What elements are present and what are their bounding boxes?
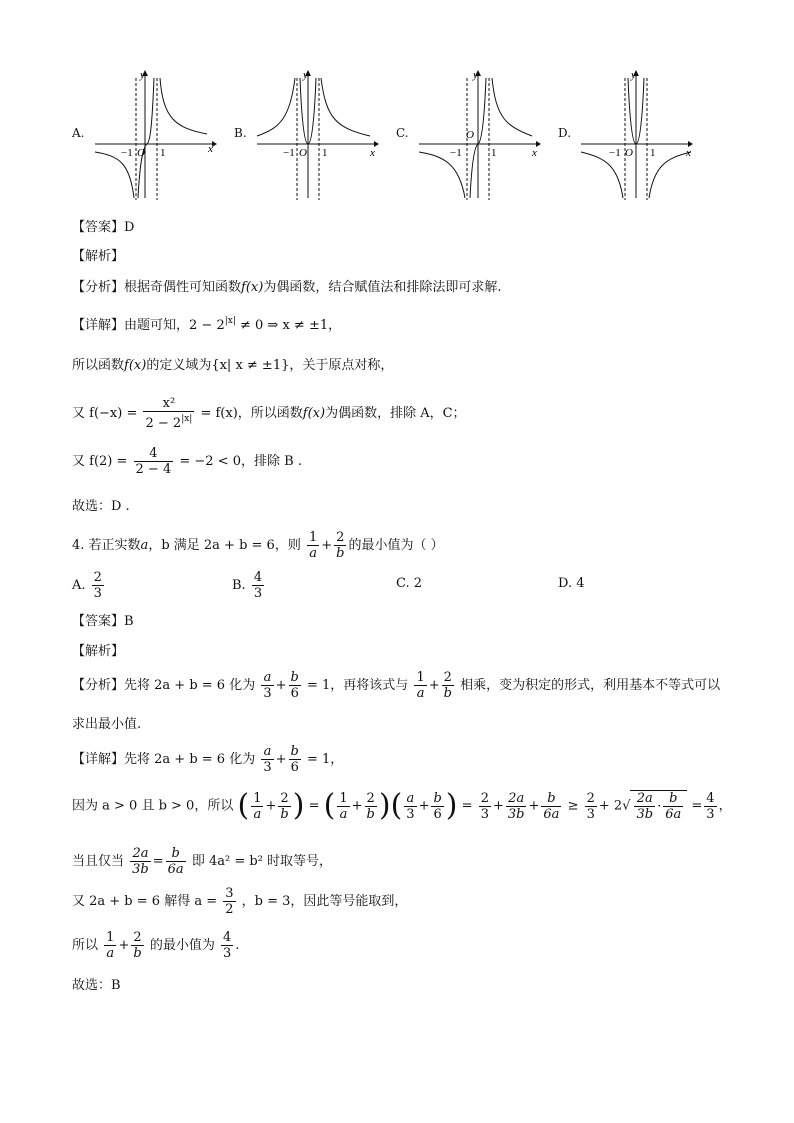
f2-fraction: $\frac{4}{2 - 4}$	[135, 446, 172, 477]
f2-post: = −2 < 0，排除 B .	[179, 454, 302, 469]
curve-right	[492, 78, 532, 136]
q4-answer-line: 【答案】B	[72, 614, 134, 629]
graph-a-label: A.	[72, 126, 85, 140]
one-label: 1	[160, 147, 166, 159]
neg-one-label: −1	[283, 147, 295, 159]
q4-option-c: C. 2	[396, 576, 423, 591]
neg-one-label: −1	[609, 147, 621, 159]
q4-min-line: 所以 $\frac{1}{a}$ + $\frac{2}{b}$ 的最小值为 $\frac{4}{3}$ .	[72, 930, 240, 961]
q4-detail-line: 【详解】先将 2a + b = 6 化为 $\frac{a}{3}$ + $\frac{b}{6}$ = 1，	[72, 744, 344, 775]
origin-label: O	[137, 147, 145, 159]
y-label: y	[140, 69, 145, 81]
q4-option-d: D. 4	[558, 576, 585, 591]
graph-b	[252, 68, 382, 203]
q4-inequality-line: 因为 a > 0 且 b > 0，所以 ( $\frac{1}{a}$ + $\frac{2}{b}$ ) = ( $\frac{1}{a}$ + $\frac{2}{b}$ )( $\frac{a}{3}$ + $\frac{b}{6}$ ) = $\frac{2}{3}$ + $\frac{2a}{3b}$ + $\frac{b}{6a}$ ≥ $\frac{2}{3}$ + 2√ $\frac{2a}{3b}$ · $\frac{b}{6a}$ = $\frac{4}{3}$ ，	[72, 788, 732, 823]
graph-b-label: B.	[234, 126, 247, 140]
graph-a	[90, 68, 220, 203]
f2-pre: 又 f(2) =	[72, 454, 128, 469]
q3-f2-line	[72, 446, 302, 477]
graph-c	[414, 68, 544, 203]
curve-right	[321, 78, 370, 136]
one-label: 1	[650, 147, 656, 159]
q4-solve-line: 又 2a + b = 6 解得 a = $\frac{3}{2}$ ，b = 3，因此等号能取到，	[72, 886, 408, 917]
curve-right	[160, 78, 207, 134]
q4-choose-line: 故选：B	[72, 978, 121, 993]
detail-expr-a: 2 − 2	[189, 318, 225, 333]
detail-pre: 由题可知，	[124, 318, 190, 333]
y-label: y	[631, 69, 636, 81]
domain-func: f(x)	[124, 358, 147, 373]
domain-post: ，关于原点对称，	[289, 358, 394, 373]
q3-even-line	[72, 396, 466, 431]
fenxi-func: f(x)	[241, 280, 264, 295]
y-label: y	[303, 69, 308, 81]
domain-set: {x| x ≠ ±1}	[211, 358, 290, 373]
graph-d-label: D.	[558, 126, 572, 140]
graph-d	[576, 68, 706, 203]
q4-stem: 4. 若正实数a，b 满足 2a + b = 6，则 $\frac{1}{a}$ + $\frac{2}{b}$ 的最小值为（ ）	[72, 530, 444, 561]
x-label: x	[532, 147, 537, 159]
origin-label: O	[466, 129, 474, 141]
curve-middle	[138, 78, 154, 198]
q4-equal-line: 当且仅当 $\frac{2a}{3b}$ = $\frac{b}{6a}$ 即 4a² = b² 时取等号，	[72, 846, 333, 877]
even-post: 为偶函数，排除 A，C；	[325, 406, 466, 421]
graph-c-label: C.	[396, 126, 409, 140]
q3-domain-line	[72, 354, 393, 373]
detail-expr-exp: |x|	[224, 316, 236, 326]
origin-label: O	[299, 147, 307, 159]
q4-option-b: B. $\frac{4}{3}$	[232, 570, 263, 601]
neg-one-label: −1	[121, 147, 133, 159]
x-label: x	[208, 143, 213, 155]
even-mid: = f(x)，所以函数	[200, 406, 303, 421]
y-label: y	[473, 69, 478, 81]
even-func: f(x)	[302, 406, 326, 421]
q4-option-a: A. $\frac{2}{3}$	[72, 570, 102, 601]
detail-expr-b: ≠ 0 ⇒ x ≠ ±1，	[235, 318, 342, 333]
fenxi-tag: 【分析】	[72, 280, 125, 295]
domain-pre: 所以函数	[72, 358, 125, 373]
answer-tag: 【答案】	[72, 220, 125, 235]
fenxi-text-pre: 根据奇偶性可知函数	[124, 280, 242, 295]
one-label: 1	[491, 147, 497, 159]
curve-left	[257, 78, 295, 136]
q3-choose-line: 故选：D .	[72, 499, 130, 514]
q4-fenxi-line: 【分析】先将 2a + b = 6 化为 $\frac{a}{3}$ + $\frac{b}{6}$ = 1，再将该式与 $\frac{1}{a}$ + $\frac{2}{b}$ 相乘，变为积定的形式，利用基本不等式可以	[72, 670, 721, 701]
even-fraction: $\frac{\text{x²}}{2 - 2^{|x|}}$	[145, 396, 193, 431]
x-label: x	[370, 147, 375, 159]
even-pre: 又 f(−x) =	[72, 406, 138, 421]
q3-fenxi-line	[72, 276, 501, 295]
q4-analysis-tag: 【解析】	[72, 644, 125, 659]
q4-fenxi-line2: 求出最小值.	[72, 717, 142, 732]
q3-detail-line	[72, 314, 341, 333]
domain-mid: 的定义域为	[146, 358, 212, 373]
q3-analysis-tag: 【解析】	[72, 249, 125, 264]
answer-value: D	[124, 220, 135, 235]
one-label: 1	[322, 147, 328, 159]
x-label: x	[686, 147, 691, 159]
neg-one-label: −1	[450, 147, 462, 159]
detail-tag: 【详解】	[72, 318, 125, 333]
origin-label: O	[625, 147, 633, 159]
q3-answer-line	[72, 216, 134, 235]
fenxi-text-post: 为偶函数，结合赋值法和排除法即可求解.	[263, 280, 502, 295]
